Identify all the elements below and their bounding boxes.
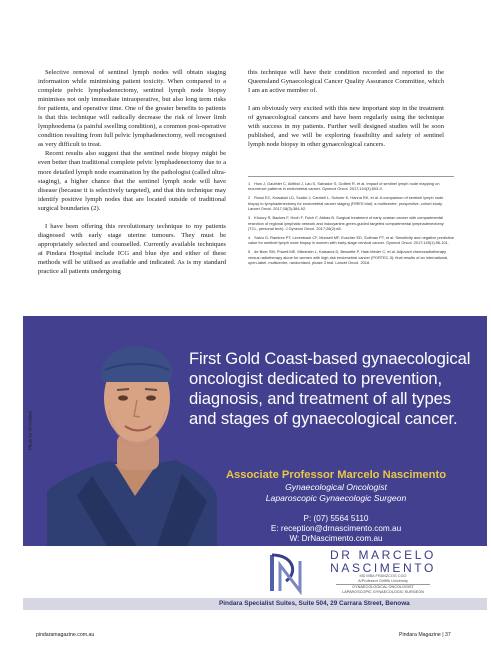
reference-item: 4 Salvo G, Ramirez PT, Levenback CF, Munsell MF, Euscher ED, Soliman PT, et al. Sensitivity and negative predictive value for sentinel lymph node biopsy in women with early-stage cervical cancer. Gynecol Oncol. 2017;145(1):96-101. bbox=[248, 235, 454, 246]
photo-credit: Photo by Ali Kolaker bbox=[27, 410, 33, 451]
article-paragraph: Recent results also suggest that the sentinel node biopsy might be even better than traditional complete pelvic lymphadenectomy due to a more detailed lymph node examination by the pathologist (called ultra-staging), a higher chance that the sentinel lymph node will have disease (because it is selectively targeted), and that this technique may identify positive lymph nodes that are located outside of traditional surgical boundaries (2). bbox=[38, 150, 226, 212]
article-left-column bbox=[38, 68, 226, 276]
role-line: Laparoscopic Gynaecologic Surgeon bbox=[265, 492, 407, 503]
article-paragraph: I am obviously very excited with this new important step in the treatment of gynaecological cancers and have been regularly using the technique with success in my patients. Further well designed studies will be soon published, and we will be exploring feasibility and safety of sentinel lymph node biopsy in other gynaecological cancers. bbox=[248, 105, 444, 149]
contact-block bbox=[201, 468, 471, 544]
article-paragraph: Selective removal of sentinel lymph nodes will obtain staging information while minimising patient toxicity. When compared to a complete pelvic lymphadenectomy, sentinel lymph node biopsy minimises not only immediate intraoperative, but also long term risks for patients, and operative time. One of the greater benefits to patients is that this technique will radically decrease the risk of lower limb lymphoedema (a painful swelling condition), a common post-operative condition resulting from full pelvic lymphadenectomy, well recognised as very difficult to treat. bbox=[38, 69, 226, 149]
logo-specialty: LAPAROSCOPIC GYNAECOLOGIC SURGEON bbox=[342, 589, 424, 594]
advert-headline: First Gold Coast-based gynaecological oncologist dedicated to prevention, diagnosis, and treatment of all types and stages of gynaecological cancer. bbox=[189, 349, 471, 428]
reference-item: 5 de Boer SM, Powell ME, Mileshkin L, Katsaros D, Bessette P, Haie-Meder C, et al. Adjuvant chemoradiotherapy versus radiotherapy alone for women with high-risk endometrial cancer (PORTEC-3): final results of an international, open-label, multicentre, randomised, phase 3 trial. Lancet Oncol. 2018. bbox=[248, 249, 449, 266]
footer-page-number: Pindara Magazine | 37 bbox=[399, 632, 451, 638]
clinic-address: Pindara Specialist Suites, Suite 504, 29 Carrara Street, Benowa bbox=[219, 600, 410, 607]
logo-monogram-icon bbox=[268, 551, 304, 595]
reference-item: 1 How J, Gauthier C, Abitbol J, Lau S, Salvador S, Gotlieb R, et al. Impact of sentinel lymph node mapping on recurrence patterns in endometrial cancer. Gynecol Oncol. 2017;144(3):503-9. bbox=[248, 181, 440, 192]
website-link[interactable]: W: DrNascimento.com.au bbox=[289, 534, 383, 544]
logo-line-2: NASCIMENTO bbox=[330, 561, 436, 575]
role-line: Gynaecological Oncologist bbox=[285, 482, 387, 492]
advertisement bbox=[23, 316, 487, 619]
email-link[interactable]: E: reception@drnascimento.com.au bbox=[270, 524, 402, 534]
phone-number[interactable]: P: (07) 5564 5110 bbox=[303, 514, 369, 524]
footer-website[interactable]: pindaramagazine.com.au bbox=[36, 632, 95, 638]
logo-affiliation: A/Professor Griffith University bbox=[358, 578, 408, 583]
references-list bbox=[248, 176, 454, 269]
logo-credentials: MD MBA FRANZCOG CGO bbox=[359, 574, 407, 578]
logo-specialty: GYNAECOLOGICAL ONCOLOGIST bbox=[336, 584, 430, 589]
reference-item: 2 Rossi EC, Kowalski LD, Scalici J, Cantrell L, Schuler K, Hanna RK, et al. A comparison of sentinel lymph node biopsy to lymphadenectomy for endometrial cancer staging (FIRES trial): a multicentre, prospective, cohort study. Lancet Oncol. 2017;18(3):384-92. bbox=[248, 195, 444, 212]
reference-item: 3 Khoury R, Backes F, Hoch F, Fulch F, Abbas B. Surgical treatment of early ovarian cancer with compartmental resection of regional lymphatic network and indocyanine-green-guided targeted compartmental lymphadenectomy (TCL, personal tech). J Gynecol Oncol. 2017;28(2):e8. bbox=[248, 215, 444, 232]
logo-line-1: DR MARCELO bbox=[329, 548, 436, 562]
article-paragraph: I have been offering this revolutionary technique to my patients diagnosed with early stage uterine tumours. They must be appropriately selected and counselled. Currently available techniques at Pindara Hospital include ICG and blue dye and either of these methods will be utilised as available and indicated. As is my standard practice all patients undergoing bbox=[38, 222, 226, 275]
doctor-name: Associate Professor Marcelo Nascimento bbox=[225, 469, 447, 481]
article-paragraph: this technique will have their condition recorded and reported to the Queensland Gynaecological Cancer Quality Assurance Committee, which I am an active member of. bbox=[248, 69, 444, 95]
article-right-column bbox=[248, 68, 444, 149]
doctor-logo bbox=[268, 549, 463, 597]
address-bar bbox=[23, 598, 487, 610]
